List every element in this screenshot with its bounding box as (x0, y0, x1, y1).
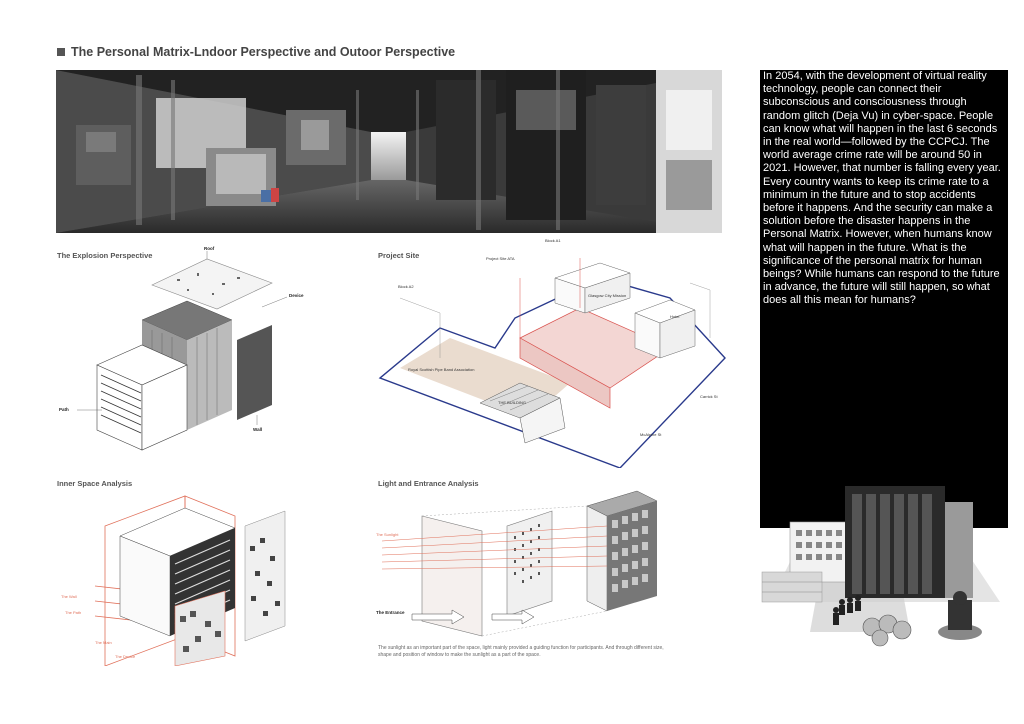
explosion-diagram (57, 245, 357, 460)
narrative-text: In 2054, with the development of virtual reality technology, people can connect their subconscious and consciousness through random glitch (Deja Vu) in cyber-space. People can know what will happen in the last 6 seconds in the real world—followed by the CCPCJ. The world average crime rate will be around 50 in 2021. However, that number is falling every year. Every country wants to keep its crime rate to a minimum in the future and to stop accidents before it happens. And the security can make a solution before the disaster happens in the Personal Matrix. However, when humans know what will happen in the future. What is the significance of the personal matrix for human beings? While humans can respond to the future in advance, the future will still happen, so what does all this mean for humans? (763, 70, 1001, 307)
label-block-a1: Block A1 (545, 238, 561, 243)
building-collage (760, 482, 1008, 652)
light-entrance-diagram (372, 486, 672, 641)
label-the-building: THE BUILDING (498, 400, 527, 405)
project-site-axonometric (370, 238, 740, 468)
label-entrance: The Entrance (376, 610, 405, 615)
hero-corridor-render (56, 70, 722, 233)
label-sunlight: The Sunlight (376, 532, 399, 537)
inner-space-diagram (55, 486, 355, 666)
corridor-illustration (56, 70, 722, 233)
light-caption: The sunlight as an important part of the space, light mainly provided a guiding function for participants. And through different size, shape and position of window to make the sunlight as a part of the space. (378, 645, 664, 658)
label-the-wall: The Wall (61, 594, 77, 599)
light-entrance-axonometric (372, 486, 672, 641)
label-glasgow: Glasgow City Mission (588, 293, 627, 298)
section-inner-space-label: Inner Space Analysis (57, 479, 133, 488)
label-roof: Roof (204, 246, 215, 251)
label-royal-scottish: Royal Scottish Pipe Band Association (408, 367, 475, 372)
page-header (57, 44, 455, 60)
explosion-axonometric (57, 245, 357, 460)
label-carrick: Carrick St (700, 394, 718, 399)
label-the-device: The Device (115, 654, 136, 659)
label-hotel: Hotel (670, 314, 680, 319)
building-collage-illustration (760, 482, 1008, 652)
label-device: Device (289, 293, 304, 298)
label-the-path: The Path (65, 610, 82, 615)
section-explosion-label: The Explosion Perspective (57, 251, 153, 260)
label-wall: Wall (253, 427, 263, 432)
narrative-panel (760, 70, 1008, 528)
page-title: The Personal Matrix-Lndoor Perspective and Outoor Perspective (71, 45, 456, 59)
section-project-site-label: Project Site (378, 251, 420, 260)
label-project-site: Project Site ATA (486, 256, 515, 261)
inner-space-axonometric (55, 486, 355, 666)
title-square-icon (57, 48, 65, 56)
label-path: Path (59, 407, 69, 412)
label-mcalpine: McAlpine St (640, 432, 662, 437)
section-light-entrance-label: Light and Entrance Analysis (378, 479, 479, 488)
project-site-diagram (370, 238, 740, 468)
label-block-a2: Block A2 (398, 284, 414, 289)
label-the-main: The Main (95, 640, 112, 645)
